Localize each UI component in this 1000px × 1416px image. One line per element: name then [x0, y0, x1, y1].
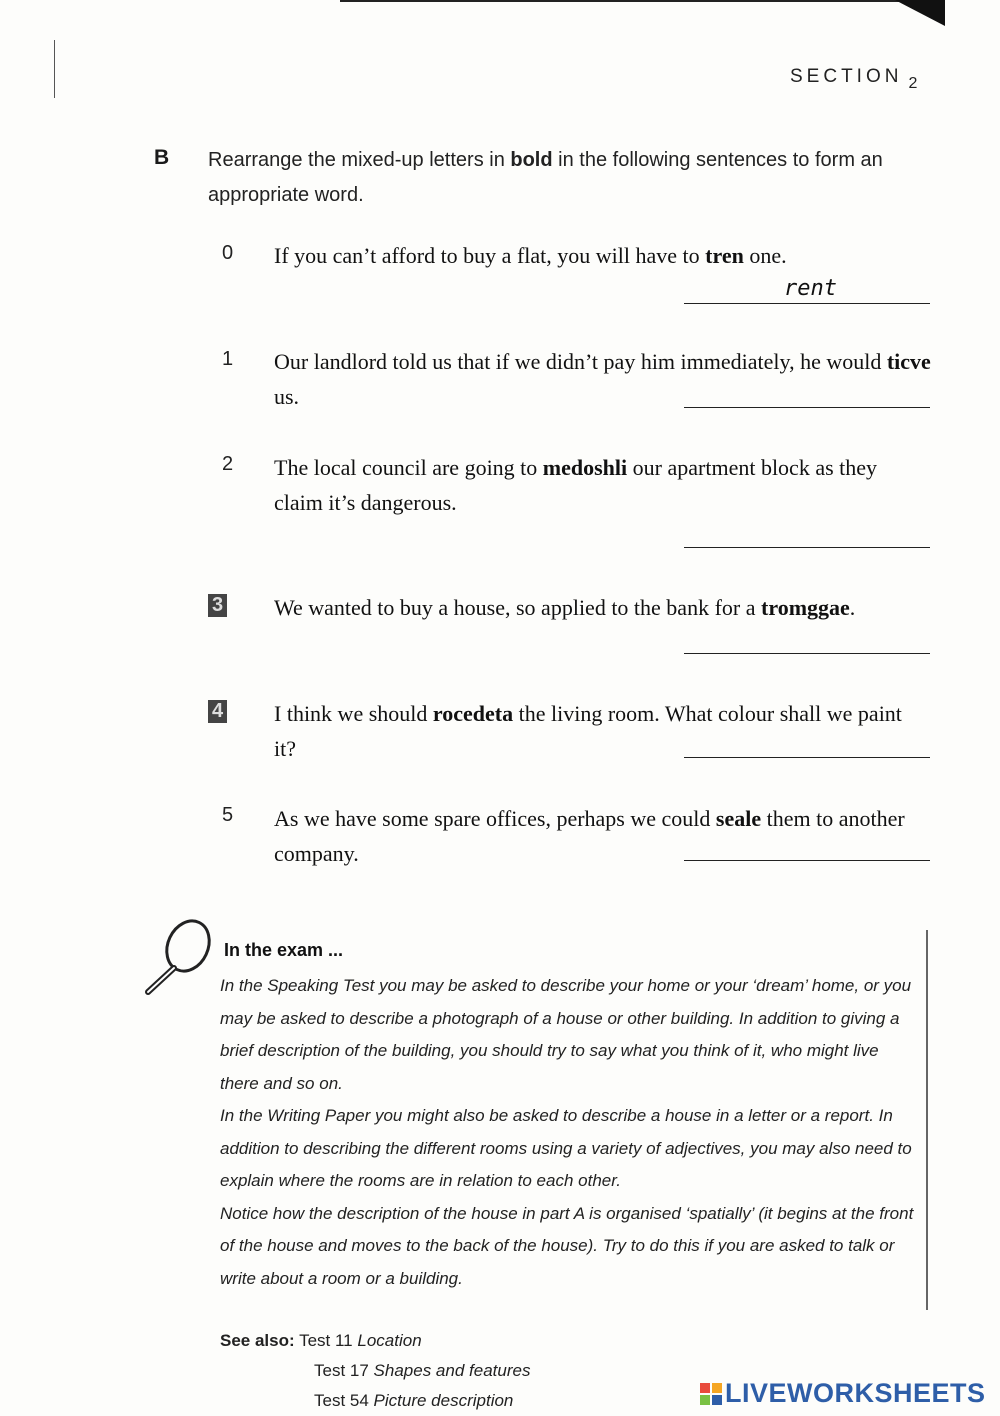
- see-also-test-54: [220, 1386, 530, 1416]
- item-sentence-1: [274, 344, 934, 414]
- item-number-2: 2: [222, 453, 234, 475]
- liveworksheets-wordmark: LIVEWORKSHEETS: [725, 1378, 986, 1408]
- answer-blank-5[interactable]: [684, 859, 930, 861]
- instruction-text: Rearrange the mixed-up letters in: [208, 149, 511, 171]
- item-number-0: 0: [222, 242, 234, 264]
- answer-blank-2[interactable]: [684, 546, 930, 548]
- sentence-text: I think we should: [274, 701, 433, 726]
- liveworksheets-logo-icon: [700, 1383, 722, 1405]
- sentence-text: Our landlord told us that if we didn’t pay him immediately, he would: [274, 349, 887, 374]
- section-label: [790, 66, 918, 92]
- scrambled-word: seale: [715, 806, 762, 831]
- answer-blank-4[interactable]: [684, 756, 930, 758]
- scrambled-word: rocedeta: [432, 701, 514, 726]
- exam-paragraph-3: Notice how the description of the house in part A is organised ‘spatially’ (it begins at the front of the house and moves to the back of the house). Try to do this if you are asked to talk or write about a room or a building.: [220, 1203, 914, 1288]
- see-also: [220, 1326, 530, 1416]
- magnifier-icon: [140, 916, 220, 998]
- see-also-test: Test 17: [314, 1361, 369, 1380]
- instruction-text-end: in the following sentences to form an appropriate word.: [208, 149, 883, 206]
- scrambled-word: tromggae: [761, 595, 850, 620]
- item-number-1: 1: [222, 348, 234, 370]
- sentence-text: The local council are going to: [274, 455, 543, 480]
- side-rule: [926, 930, 928, 1310]
- exam-paragraph-2: In the Writing Paper you might also be asked to describe a house in a letter or a report. In addition to describing the different rooms using a variety of adjectives, you may also need to explain where the rooms are in relation to each other.: [220, 1106, 912, 1190]
- sentence-text-end: our apartment block as they claim it’s dangerous.: [274, 455, 878, 515]
- answer-blank-0[interactable]: [684, 302, 930, 304]
- exam-box-body: [220, 970, 920, 1295]
- item-sentence-0: [274, 238, 934, 273]
- top-rule: [340, 0, 900, 2]
- see-also-test-11: [299, 1331, 422, 1350]
- see-also-topic: Picture description: [373, 1391, 514, 1410]
- scrambled-word: tren: [705, 243, 744, 268]
- item-number-5: 5: [222, 804, 234, 826]
- section-word: SECTION: [790, 66, 903, 87]
- sentence-text-end: them to another company.: [274, 806, 905, 866]
- see-also-topic: Shapes and features: [373, 1361, 531, 1380]
- section-number: 2: [908, 75, 918, 92]
- item-number-3: 3: [208, 594, 227, 617]
- item-number-4: 4: [208, 700, 227, 723]
- item-sentence-3: [274, 590, 894, 625]
- exam-paragraph-1: In the Speaking Test you may be asked to describe your home or your ‘dream’ home, or you may be asked to describe a photograph of a house or other building. In addition to giving a brief description of the building, you should try to say what you think of it, who might live there and so on.: [220, 976, 912, 1093]
- see-also-test-17: [220, 1356, 530, 1386]
- sentence-text: As we have some spare offices, perhaps we could: [274, 806, 716, 831]
- sentence-text-end: us.: [274, 384, 300, 409]
- answer-blank-3[interactable]: [684, 652, 930, 654]
- sentence-text-end: .: [849, 595, 856, 620]
- sentence-text-end: one.: [743, 243, 787, 268]
- liveworksheets-logo: [700, 1378, 986, 1409]
- scrambled-word: ticve: [886, 349, 931, 374]
- see-also-test: Test 11: [299, 1331, 353, 1350]
- margin-line: [54, 40, 55, 98]
- page-corner-mark: [895, 0, 945, 26]
- see-also-topic: Location: [357, 1331, 422, 1350]
- see-also-test: Test 54: [314, 1391, 369, 1410]
- exercise-instruction: [208, 143, 928, 213]
- exercise-letter: B: [154, 146, 170, 169]
- exam-box-title: In the exam ...: [224, 940, 344, 960]
- sentence-text-end: the living room. What colour shall we paint it?: [274, 701, 902, 761]
- scrambled-word: medoshli: [542, 455, 628, 480]
- instruction-bold: bold: [510, 149, 553, 171]
- sentence-text: If you can’t afford to buy a flat, you will have to: [274, 243, 706, 268]
- see-also-label: See also:: [220, 1331, 295, 1350]
- sentence-text: We wanted to buy a house, so applied to the bank for a: [274, 595, 761, 620]
- answer-0: rent: [784, 276, 837, 301]
- item-sentence-2: [274, 450, 894, 520]
- answer-blank-1[interactable]: [684, 406, 930, 408]
